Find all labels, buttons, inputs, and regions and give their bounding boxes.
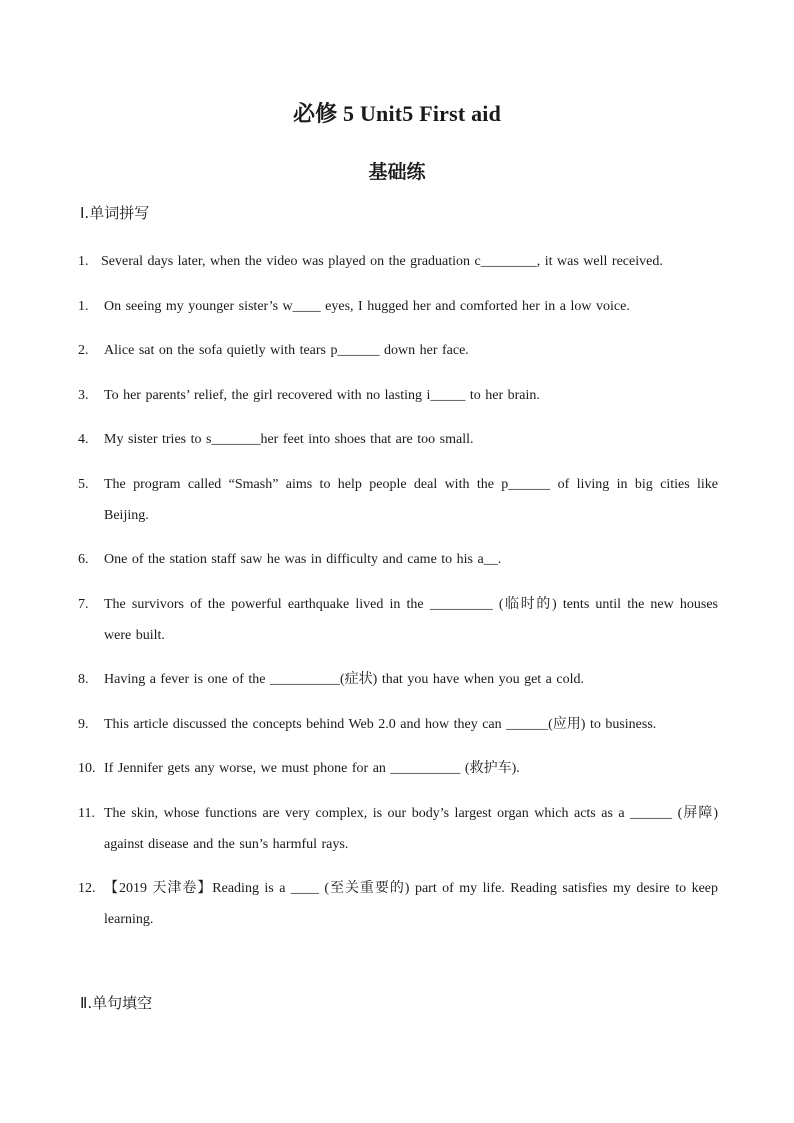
item-number: 5. xyxy=(78,476,89,492)
exercise-list xyxy=(78,246,718,949)
document-title: 必修 5 Unit5 First aid xyxy=(292,101,502,126)
item-text: Having a fever is one of the __________(症状) that you have when you get a cold. xyxy=(104,672,584,687)
item-number: 4. xyxy=(78,432,89,447)
item-text: To her parents’ relief, the girl recovered with no lasting i_____ to her brain. xyxy=(104,387,540,403)
item-number: 1. xyxy=(78,254,89,269)
item-text: This article discussed the concepts behind Web 2.0 and how they can ______(应用) to business. xyxy=(104,716,657,732)
item-number: 8. xyxy=(78,672,89,687)
item-text: Alice sat on the sofa quietly with tears p______ down her face. xyxy=(104,343,469,358)
document-subtitle: 基础练 xyxy=(368,162,426,183)
section-heading-spelling: Ⅰ.单词拼写 xyxy=(80,204,150,222)
item-number: 6. xyxy=(78,552,89,567)
item-number: 9. xyxy=(78,716,89,732)
exercise-item xyxy=(78,589,718,651)
exercise-item xyxy=(78,753,718,784)
exercise-item xyxy=(78,469,718,531)
item-number: 1. xyxy=(78,298,89,314)
item-number: 7. xyxy=(78,596,89,612)
item-number: 2. xyxy=(78,343,89,358)
exercise-item xyxy=(78,798,718,860)
exercise-item xyxy=(78,664,718,695)
item-text: If Jennifer gets any worse, we must phone for an __________ (救护车). xyxy=(104,761,520,776)
item-number: 10. xyxy=(78,761,96,776)
item-text: One of the station staff saw he was in difficulty and came to his a__. xyxy=(104,552,502,567)
item-text: On seeing my younger sister’s w____ eyes, I hugged her and comforted her in a low voice. xyxy=(104,298,630,314)
item-number: 12. xyxy=(78,881,96,896)
item-text: Several days later, when the video was played on the graduation c________, it was well received. xyxy=(101,254,663,269)
item-text: The survivors of the powerful earthquake lived in the _________ (临时的) tents until the new houses were built. xyxy=(104,596,718,643)
exercise-item xyxy=(78,709,718,740)
exercise-item xyxy=(78,424,718,455)
item-number: 11. xyxy=(78,805,95,821)
exercise-item xyxy=(78,380,718,411)
item-text: My sister tries to s_______her feet into shoes that are too small. xyxy=(104,432,474,447)
exercise-item xyxy=(78,246,718,277)
item-text: 【2019 天津卷】Reading is a ____ (至关重要的) part of my life. Reading satisfies my desire to keep learning. xyxy=(104,881,718,927)
section-heading-sentence-fill: Ⅱ.单句填空 xyxy=(80,994,153,1012)
exercise-item xyxy=(78,544,718,575)
item-number: 3. xyxy=(78,387,89,403)
exercise-item xyxy=(78,873,718,935)
exercise-item xyxy=(78,335,718,366)
item-text: The skin, whose functions are very complex, is our body’s largest organ which acts as a ______ (屏障) against disease and the sun’s harmful rays. xyxy=(104,805,718,852)
exercise-item xyxy=(78,291,718,322)
item-text: The program called “Smash” aims to help people deal with the p______ of living in big cities like Beijing. xyxy=(104,476,718,523)
